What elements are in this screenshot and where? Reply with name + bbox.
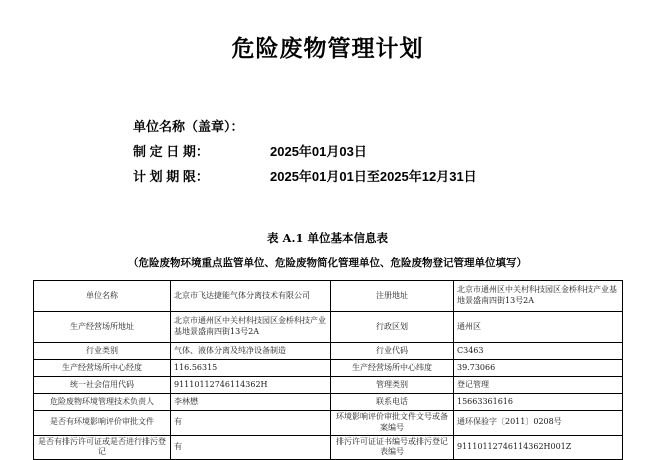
cell-label: 行政区划 [331, 312, 454, 343]
cell-label: 是否有排污许可证或是否进行排污登记 [34, 435, 171, 460]
plan-period-row [133, 163, 655, 188]
table-row [34, 435, 623, 460]
plan-date-row [133, 138, 655, 163]
cell-value: 15663361616 [454, 394, 623, 411]
cell-label: 注册地址 [331, 281, 454, 312]
cell-value: 有 [171, 411, 331, 436]
plan-date-label: 制 定 日 期： [133, 144, 209, 159]
page-title: 危险废物管理计划 [231, 35, 424, 61]
cell-value: 登记管理 [454, 377, 623, 394]
cell-label: 管理类别 [331, 377, 454, 394]
unit-name-row [133, 113, 655, 138]
cell-label: 统一社会信用代码 [34, 377, 171, 394]
cell-value: 李林懋 [171, 394, 331, 411]
cell-value: 116.56315 [171, 360, 331, 377]
cell-value: C3463 [454, 343, 623, 360]
table-note: （危险废物环境重点监管单位、危险废物简化管理单位、危险废物登记管理单位填写） [128, 257, 527, 269]
cell-value: 北京市通州区中关村科技园区金桥科技产业基地景盛南四街13号2A [171, 312, 331, 343]
cell-value: 通环保验字〔2011〕0208号 [454, 411, 623, 436]
cell-label: 联系电话 [331, 394, 454, 411]
header-form [133, 113, 655, 188]
cell-label: 危险废物环境管理技术负责人 [34, 394, 171, 411]
cell-label: 单位名称 [34, 281, 171, 312]
plan-date-value: 2025年01月03日 [270, 144, 367, 159]
cell-value: 39.73066 [454, 360, 623, 377]
cell-value: 气体、液体分离及纯净设备制造 [171, 343, 331, 360]
unit-info-table [33, 280, 623, 460]
table-row [34, 377, 623, 394]
table-row [34, 312, 623, 343]
cell-label: 是否有环境影响评价审批文件 [34, 411, 171, 436]
plan-period-label: 计 划 期 限： [133, 169, 209, 184]
cell-label: 行业类别 [34, 343, 171, 360]
plan-period-value: 2025年01月01日至2025年12月31日 [270, 169, 477, 184]
cell-value: 北京市飞达捷能气体分离技术有限公司 [171, 281, 331, 312]
table-row [34, 343, 623, 360]
cell-value: 通州区 [454, 312, 623, 343]
cell-label: 行业代码 [331, 343, 454, 360]
table-row [34, 394, 623, 411]
unit-name-label: 单位名称（盖章）： [133, 119, 244, 134]
table-row [34, 360, 623, 377]
cell-value: 北京市通州区中关村科技园区金桥科技产业基地景盛南四街13号2A [454, 281, 623, 312]
cell-label: 环境影响评价审批文件文号或备案编号 [331, 411, 454, 436]
table-row [34, 411, 623, 436]
cell-value: 有 [171, 435, 331, 460]
table-caption: 表 A.1 单位基本信息表 [267, 231, 388, 245]
cell-value: 91110112746114362H [171, 377, 331, 394]
cell-label: 生产经营场所中心经度 [34, 360, 171, 377]
cell-label: 生产经营场所地址 [34, 312, 171, 343]
cell-label: 排污许可证证书编号或排污登记表编号 [331, 435, 454, 460]
cell-value: 91110112746114362H001Z [454, 435, 623, 460]
table-row [34, 281, 623, 312]
cell-label: 生产经营场所中心纬度 [331, 360, 454, 377]
